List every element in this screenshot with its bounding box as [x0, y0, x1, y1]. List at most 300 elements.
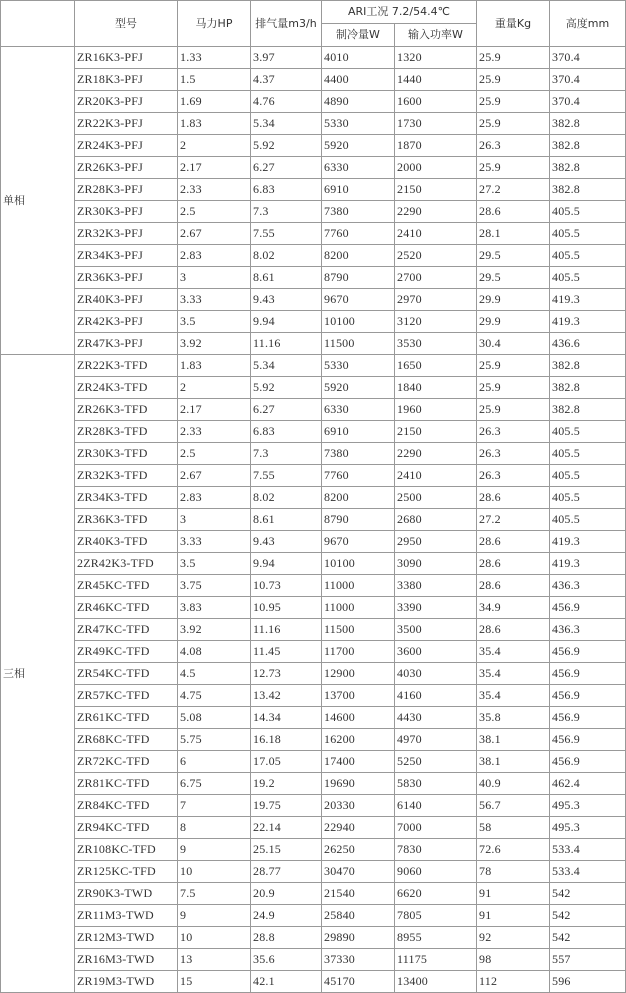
cell-displacement: 6.27 — [251, 399, 322, 421]
cell-model: ZR40K3-PFJ — [75, 289, 178, 311]
cell-displacement: 35.6 — [251, 949, 322, 971]
table-row — [1, 421, 626, 443]
cell-input-power: 3090 — [395, 553, 477, 575]
table-row — [1, 267, 626, 289]
cell-model: ZR36K3-PFJ — [75, 267, 178, 289]
cell-displacement: 19.75 — [251, 795, 322, 817]
table-row — [1, 201, 626, 223]
cell-hp: 10 — [178, 861, 251, 883]
cell-hp: 3.92 — [178, 333, 251, 355]
cell-height: 495.3 — [550, 817, 626, 839]
table-row — [1, 91, 626, 113]
cell-weight: 40.9 — [477, 773, 550, 795]
cell-hp: 4.75 — [178, 685, 251, 707]
table-row — [1, 465, 626, 487]
cell-height: 533.4 — [550, 839, 626, 861]
table-row — [1, 289, 626, 311]
cell-displacement: 5.92 — [251, 135, 322, 157]
table-row — [1, 751, 626, 773]
cell-displacement: 20.9 — [251, 883, 322, 905]
cell-displacement: 13.42 — [251, 685, 322, 707]
cell-input-power: 9060 — [395, 861, 477, 883]
header-row-1 — [1, 1, 626, 24]
cell-cooling-capacity: 10100 — [322, 553, 395, 575]
cell-cooling-capacity: 4890 — [322, 91, 395, 113]
cell-model: ZR30K3-TFD — [75, 443, 178, 465]
cell-hp: 3.33 — [178, 531, 251, 553]
table-row — [1, 927, 626, 949]
cell-hp: 1.33 — [178, 47, 251, 69]
cell-displacement: 42.1 — [251, 971, 322, 993]
cell-height: 456.9 — [550, 597, 626, 619]
cell-input-power: 2970 — [395, 289, 477, 311]
cell-weight: 26.3 — [477, 443, 550, 465]
cell-model: ZR34K3-TFD — [75, 487, 178, 509]
cell-weight: 34.9 — [477, 597, 550, 619]
table-row — [1, 795, 626, 817]
cell-displacement: 7.3 — [251, 443, 322, 465]
table-row — [1, 113, 626, 135]
cell-model: ZR34K3-PFJ — [75, 245, 178, 267]
cell-weight: 78 — [477, 861, 550, 883]
cell-height: 542 — [550, 927, 626, 949]
cell-height: 382.8 — [550, 113, 626, 135]
cell-weight: 112 — [477, 971, 550, 993]
cell-weight: 27.2 — [477, 509, 550, 531]
cell-model: ZR84KC-TFD — [75, 795, 178, 817]
header-weight: 重量Kg — [477, 1, 550, 47]
cell-model: ZR90K3-TWD — [75, 883, 178, 905]
cell-hp: 7.5 — [178, 883, 251, 905]
cell-height: 405.5 — [550, 421, 626, 443]
cell-input-power: 2950 — [395, 531, 477, 553]
cell-height: 405.5 — [550, 245, 626, 267]
cell-input-power: 1730 — [395, 113, 477, 135]
cell-weight: 30.4 — [477, 333, 550, 355]
cell-weight: 28.6 — [477, 531, 550, 553]
cell-height: 382.8 — [550, 157, 626, 179]
cell-hp: 10 — [178, 927, 251, 949]
header-hp: 马力HP — [178, 1, 251, 47]
cell-cooling-capacity: 30470 — [322, 861, 395, 883]
cell-input-power: 3530 — [395, 333, 477, 355]
cell-hp: 7 — [178, 795, 251, 817]
cell-weight: 25.9 — [477, 69, 550, 91]
cell-cooling-capacity: 16200 — [322, 729, 395, 751]
cell-input-power: 2410 — [395, 465, 477, 487]
table-row — [1, 355, 626, 377]
cell-displacement: 11.16 — [251, 619, 322, 641]
cell-hp: 3.83 — [178, 597, 251, 619]
cell-input-power: 13400 — [395, 971, 477, 993]
cell-displacement: 4.76 — [251, 91, 322, 113]
cell-hp: 3.92 — [178, 619, 251, 641]
cell-height: 462.4 — [550, 773, 626, 795]
table-row — [1, 619, 626, 641]
header-ari-condition: ARI工况 7.2/54.4℃ — [322, 1, 477, 24]
cell-cooling-capacity: 25840 — [322, 905, 395, 927]
cell-height: 419.3 — [550, 289, 626, 311]
table-row — [1, 949, 626, 971]
cell-input-power: 1840 — [395, 377, 477, 399]
cell-hp: 2.33 — [178, 421, 251, 443]
cell-hp: 2.17 — [178, 399, 251, 421]
cell-model: ZR16M3-TWD — [75, 949, 178, 971]
cell-height: 405.5 — [550, 443, 626, 465]
cell-input-power: 1440 — [395, 69, 477, 91]
table-row — [1, 179, 626, 201]
cell-input-power: 7805 — [395, 905, 477, 927]
cell-weight: 29.5 — [477, 245, 550, 267]
table-row — [1, 905, 626, 927]
cell-displacement: 9.43 — [251, 289, 322, 311]
cell-weight: 28.6 — [477, 201, 550, 223]
cell-hp: 2.5 — [178, 201, 251, 223]
cell-displacement: 7.55 — [251, 465, 322, 487]
cell-model: ZR108KC-TFD — [75, 839, 178, 861]
cell-hp: 5.75 — [178, 729, 251, 751]
cell-displacement: 19.2 — [251, 773, 322, 795]
cell-weight: 25.9 — [477, 377, 550, 399]
cell-height: 533.4 — [550, 861, 626, 883]
cell-displacement: 8.02 — [251, 487, 322, 509]
cell-hp: 2.5 — [178, 443, 251, 465]
header-height: 高度mm — [550, 1, 626, 47]
cell-hp: 2.83 — [178, 487, 251, 509]
cell-model: 2ZR42K3-TFD — [75, 553, 178, 575]
cell-height: 456.9 — [550, 729, 626, 751]
cell-weight: 56.7 — [477, 795, 550, 817]
cell-cooling-capacity: 11700 — [322, 641, 395, 663]
cell-height: 456.9 — [550, 751, 626, 773]
cell-model: ZR42K3-PFJ — [75, 311, 178, 333]
table-row — [1, 553, 626, 575]
cell-model: ZR81KC-TFD — [75, 773, 178, 795]
cell-height: 382.8 — [550, 179, 626, 201]
cell-input-power: 1600 — [395, 91, 477, 113]
cell-displacement: 28.8 — [251, 927, 322, 949]
cell-displacement: 7.3 — [251, 201, 322, 223]
cell-height: 436.3 — [550, 619, 626, 641]
cell-input-power: 2500 — [395, 487, 477, 509]
cell-model: ZR16K3-PFJ — [75, 47, 178, 69]
group-label: 三相 — [1, 355, 75, 993]
cell-input-power: 2150 — [395, 421, 477, 443]
cell-hp: 15 — [178, 971, 251, 993]
cell-input-power: 1870 — [395, 135, 477, 157]
cell-weight: 29.5 — [477, 267, 550, 289]
cell-input-power: 7830 — [395, 839, 477, 861]
cell-displacement: 28.77 — [251, 861, 322, 883]
cell-height: 405.5 — [550, 267, 626, 289]
cell-hp: 3 — [178, 509, 251, 531]
cell-input-power: 7000 — [395, 817, 477, 839]
table-row — [1, 883, 626, 905]
cell-input-power: 2520 — [395, 245, 477, 267]
cell-input-power: 3120 — [395, 311, 477, 333]
cell-cooling-capacity: 7380 — [322, 443, 395, 465]
cell-cooling-capacity: 7380 — [322, 201, 395, 223]
cell-height: 370.4 — [550, 47, 626, 69]
cell-cooling-capacity: 6910 — [322, 179, 395, 201]
cell-cooling-capacity: 5330 — [322, 113, 395, 135]
cell-cooling-capacity: 37330 — [322, 949, 395, 971]
cell-displacement: 9.94 — [251, 553, 322, 575]
cell-hp: 2.17 — [178, 157, 251, 179]
cell-input-power: 2700 — [395, 267, 477, 289]
table-row — [1, 399, 626, 421]
cell-cooling-capacity: 7760 — [322, 465, 395, 487]
table-row — [1, 839, 626, 861]
table-row — [1, 333, 626, 355]
table-row — [1, 641, 626, 663]
table-row — [1, 135, 626, 157]
cell-weight: 28.6 — [477, 575, 550, 597]
cell-model: ZR28K3-TFD — [75, 421, 178, 443]
cell-weight: 28.6 — [477, 553, 550, 575]
cell-height: 456.9 — [550, 641, 626, 663]
cell-input-power: 2290 — [395, 201, 477, 223]
cell-weight: 35.4 — [477, 685, 550, 707]
cell-model: ZR28K3-PFJ — [75, 179, 178, 201]
cell-model: ZR12M3-TWD — [75, 927, 178, 949]
cell-weight: 26.3 — [477, 135, 550, 157]
cell-cooling-capacity: 22940 — [322, 817, 395, 839]
cell-cooling-capacity: 19690 — [322, 773, 395, 795]
cell-hp: 2.83 — [178, 245, 251, 267]
cell-model: ZR47K3-PFJ — [75, 333, 178, 355]
cell-height: 405.5 — [550, 201, 626, 223]
cell-cooling-capacity: 26250 — [322, 839, 395, 861]
cell-displacement: 6.27 — [251, 157, 322, 179]
cell-input-power: 5250 — [395, 751, 477, 773]
header-input-power: 输入功率W — [395, 24, 477, 47]
cell-displacement: 22.14 — [251, 817, 322, 839]
cell-cooling-capacity: 5920 — [322, 135, 395, 157]
header-displacement: 排气量m3/h — [251, 1, 322, 47]
cell-cooling-capacity: 8200 — [322, 245, 395, 267]
cell-hp: 9 — [178, 839, 251, 861]
table-row — [1, 971, 626, 993]
cell-weight: 98 — [477, 949, 550, 971]
cell-displacement: 7.55 — [251, 223, 322, 245]
cell-height: 419.3 — [550, 531, 626, 553]
cell-weight: 38.1 — [477, 751, 550, 773]
cell-model: ZR46KC-TFD — [75, 597, 178, 619]
cell-input-power: 6140 — [395, 795, 477, 817]
cell-weight: 72.6 — [477, 839, 550, 861]
cell-height: 456.9 — [550, 663, 626, 685]
cell-model: ZR47KC-TFD — [75, 619, 178, 641]
cell-hp: 1.83 — [178, 113, 251, 135]
cell-model: ZR45KC-TFD — [75, 575, 178, 597]
cell-cooling-capacity: 5920 — [322, 377, 395, 399]
cell-model: ZR18K3-PFJ — [75, 69, 178, 91]
table-row — [1, 223, 626, 245]
table-row — [1, 729, 626, 751]
cell-input-power: 4030 — [395, 663, 477, 685]
table-row — [1, 311, 626, 333]
table-row — [1, 707, 626, 729]
cell-hp: 3.5 — [178, 311, 251, 333]
cell-model: ZR26K3-TFD — [75, 399, 178, 421]
cell-hp: 3 — [178, 267, 251, 289]
table-row — [1, 157, 626, 179]
cell-weight: 35.4 — [477, 663, 550, 685]
table-body — [1, 47, 626, 993]
table-row — [1, 69, 626, 91]
cell-displacement: 17.05 — [251, 751, 322, 773]
cell-height: 419.3 — [550, 311, 626, 333]
cell-weight: 25.9 — [477, 399, 550, 421]
table-row — [1, 487, 626, 509]
cell-weight: 91 — [477, 883, 550, 905]
cell-hp: 2.67 — [178, 223, 251, 245]
cell-displacement: 8.02 — [251, 245, 322, 267]
cell-model: ZR22K3-PFJ — [75, 113, 178, 135]
cell-weight: 26.3 — [477, 421, 550, 443]
table-row — [1, 663, 626, 685]
cell-input-power: 2410 — [395, 223, 477, 245]
cell-displacement: 10.73 — [251, 575, 322, 597]
cell-cooling-capacity: 4400 — [322, 69, 395, 91]
cell-cooling-capacity: 11500 — [322, 619, 395, 641]
cell-input-power: 11175 — [395, 949, 477, 971]
cell-hp: 5.08 — [178, 707, 251, 729]
table-row — [1, 773, 626, 795]
cell-cooling-capacity: 14600 — [322, 707, 395, 729]
cell-hp: 9 — [178, 905, 251, 927]
cell-weight: 27.2 — [477, 179, 550, 201]
cell-model: ZR24K3-TFD — [75, 377, 178, 399]
cell-model: ZR61KC-TFD — [75, 707, 178, 729]
cell-model: ZR36K3-TFD — [75, 509, 178, 531]
cell-model: ZR20K3-PFJ — [75, 91, 178, 113]
cell-hp: 2 — [178, 135, 251, 157]
cell-weight: 26.3 — [477, 465, 550, 487]
cell-displacement: 10.95 — [251, 597, 322, 619]
cell-height: 495.3 — [550, 795, 626, 817]
cell-input-power: 1650 — [395, 355, 477, 377]
cell-displacement: 11.16 — [251, 333, 322, 355]
cell-height: 456.9 — [550, 707, 626, 729]
cell-model: ZR22K3-TFD — [75, 355, 178, 377]
cell-model: ZR125KC-TFD — [75, 861, 178, 883]
cell-input-power: 3390 — [395, 597, 477, 619]
cell-displacement: 5.34 — [251, 113, 322, 135]
cell-displacement: 3.97 — [251, 47, 322, 69]
cell-input-power: 6620 — [395, 883, 477, 905]
cell-model: ZR11M3-TWD — [75, 905, 178, 927]
cell-cooling-capacity: 5330 — [322, 355, 395, 377]
cell-weight: 29.9 — [477, 289, 550, 311]
cell-input-power: 2150 — [395, 179, 477, 201]
table-row — [1, 377, 626, 399]
cell-cooling-capacity: 9670 — [322, 531, 395, 553]
cell-height: 596 — [550, 971, 626, 993]
cell-displacement: 5.92 — [251, 377, 322, 399]
cell-hp: 1.5 — [178, 69, 251, 91]
cell-weight: 35.4 — [477, 641, 550, 663]
cell-hp: 3.5 — [178, 553, 251, 575]
cell-weight: 29.9 — [477, 311, 550, 333]
header-model: 型号 — [75, 1, 178, 47]
cell-displacement: 4.37 — [251, 69, 322, 91]
cell-height: 382.8 — [550, 399, 626, 421]
cell-cooling-capacity: 11000 — [322, 575, 395, 597]
cell-input-power: 3500 — [395, 619, 477, 641]
cell-displacement: 5.34 — [251, 355, 322, 377]
cell-height: 382.8 — [550, 355, 626, 377]
cell-hp: 3.33 — [178, 289, 251, 311]
cell-hp: 8 — [178, 817, 251, 839]
table-row — [1, 861, 626, 883]
cell-weight: 35.8 — [477, 707, 550, 729]
cell-weight: 58 — [477, 817, 550, 839]
cell-weight: 25.9 — [477, 157, 550, 179]
cell-input-power: 3600 — [395, 641, 477, 663]
cell-weight: 91 — [477, 905, 550, 927]
cell-model: ZR30K3-PFJ — [75, 201, 178, 223]
cell-input-power: 4970 — [395, 729, 477, 751]
cell-hp: 1.69 — [178, 91, 251, 113]
cell-weight: 25.9 — [477, 91, 550, 113]
cell-hp: 3.75 — [178, 575, 251, 597]
cell-displacement: 24.9 — [251, 905, 322, 927]
cell-displacement: 8.61 — [251, 509, 322, 531]
cell-cooling-capacity: 13700 — [322, 685, 395, 707]
cell-weight: 25.9 — [477, 47, 550, 69]
cell-cooling-capacity: 11000 — [322, 597, 395, 619]
cell-cooling-capacity: 8200 — [322, 487, 395, 509]
cell-cooling-capacity: 20330 — [322, 795, 395, 817]
cell-cooling-capacity: 12900 — [322, 663, 395, 685]
cell-weight: 28.6 — [477, 619, 550, 641]
cell-cooling-capacity: 9670 — [322, 289, 395, 311]
table-row — [1, 597, 626, 619]
cell-model: ZR26K3-PFJ — [75, 157, 178, 179]
cell-cooling-capacity: 6330 — [322, 399, 395, 421]
cell-input-power: 2000 — [395, 157, 477, 179]
cell-weight: 92 — [477, 927, 550, 949]
cell-cooling-capacity: 4010 — [322, 47, 395, 69]
cell-displacement: 6.83 — [251, 421, 322, 443]
table-row — [1, 685, 626, 707]
table-row — [1, 531, 626, 553]
cell-height: 436.3 — [550, 575, 626, 597]
cell-model: ZR54KC-TFD — [75, 663, 178, 685]
cell-displacement: 25.15 — [251, 839, 322, 861]
cell-model: ZR24K3-PFJ — [75, 135, 178, 157]
cell-height: 419.3 — [550, 553, 626, 575]
cell-displacement: 9.94 — [251, 311, 322, 333]
cell-height: 542 — [550, 905, 626, 927]
corner-cell — [1, 1, 75, 47]
cell-height: 405.5 — [550, 465, 626, 487]
cell-cooling-capacity: 45170 — [322, 971, 395, 993]
cell-cooling-capacity: 11500 — [322, 333, 395, 355]
cell-weight: 28.6 — [477, 487, 550, 509]
cell-cooling-capacity: 17400 — [322, 751, 395, 773]
cell-hp: 13 — [178, 949, 251, 971]
cell-displacement: 6.83 — [251, 179, 322, 201]
cell-height: 382.8 — [550, 135, 626, 157]
cell-hp: 4.08 — [178, 641, 251, 663]
cell-height: 405.5 — [550, 223, 626, 245]
cell-input-power: 1960 — [395, 399, 477, 421]
header-cooling-capacity: 制冷量W — [322, 24, 395, 47]
cell-cooling-capacity: 8790 — [322, 267, 395, 289]
